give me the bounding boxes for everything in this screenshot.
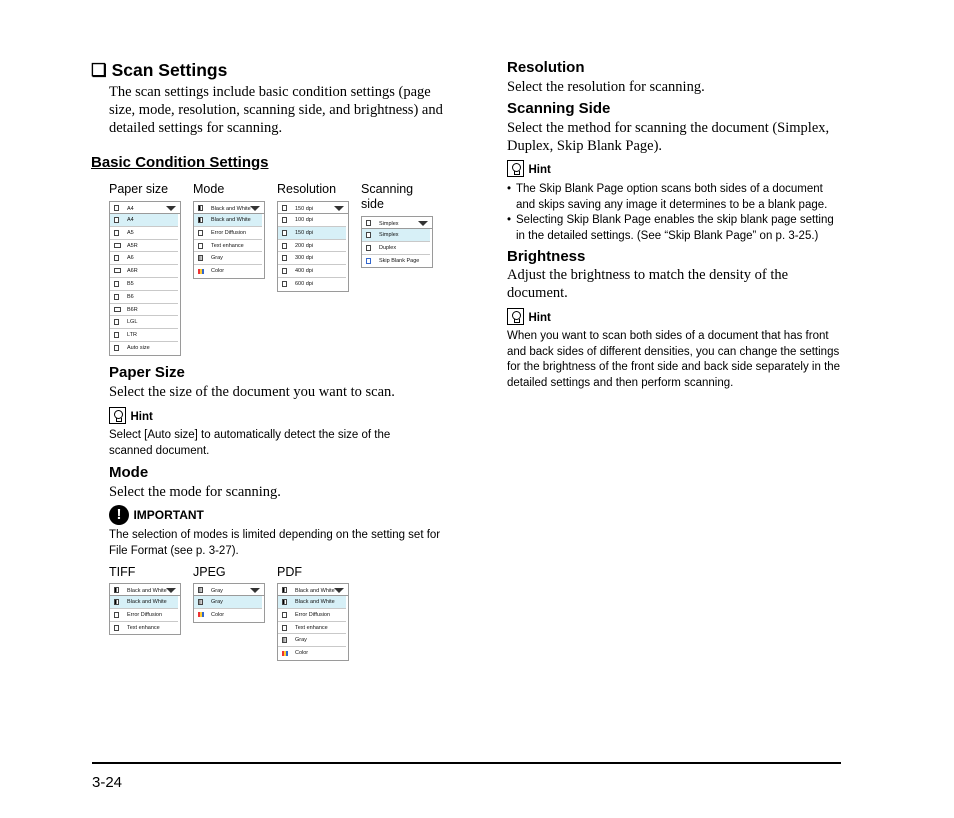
option-black-and-white[interactable]: Black and White — [110, 596, 178, 609]
scanning-side-hint — [507, 160, 551, 178]
option-a4[interactable]: A4 — [110, 214, 178, 227]
resolution-text: Select the resolution for scanning. — [507, 79, 705, 95]
tiff-mode-select[interactable]: Black and White — [109, 583, 181, 596]
caption-pdf: PDF — [277, 565, 302, 579]
lightbulb-icon — [507, 308, 524, 325]
page-icon — [114, 205, 119, 211]
text-enhance-icon — [114, 625, 119, 631]
scanning-side-heading: Scanning Side — [507, 100, 611, 117]
mode-list — [193, 214, 265, 279]
dpi-icon — [282, 243, 287, 249]
page-icon — [114, 255, 119, 261]
black-white-icon — [282, 599, 287, 605]
caption-mode: Mode — [193, 182, 225, 196]
mode-text: Select the mode for scanning. — [109, 484, 281, 500]
option-300-dpi[interactable]: 300 dpi — [278, 252, 346, 265]
important-label: IMPORTANT — [133, 508, 204, 523]
option-400-dpi[interactable]: 400 dpi — [278, 265, 346, 278]
color-icon — [198, 612, 204, 617]
resolution-heading: Resolution — [507, 59, 585, 76]
landscape-page-icon — [114, 268, 121, 273]
pdf-mode-dropdown[interactable] — [277, 583, 349, 661]
gray-icon — [198, 587, 203, 593]
pdf-mode-list — [277, 596, 349, 661]
hint-label: Hint — [528, 164, 551, 176]
dpi-icon — [282, 281, 287, 287]
error-diffusion-icon — [198, 230, 203, 236]
page-icon — [114, 294, 119, 300]
mode-dropdown[interactable] — [193, 201, 265, 279]
dropdown-arrow-icon[interactable] — [418, 221, 428, 226]
tiff-mode-dropdown[interactable] — [109, 583, 181, 635]
option-100-dpi[interactable]: 100 dpi — [278, 214, 346, 227]
dropdown-arrow-icon[interactable] — [250, 206, 260, 211]
option-a5[interactable]: A5 — [110, 227, 178, 240]
page-number: 3-24 — [92, 774, 123, 791]
paper-size-heading: Paper Size — [109, 364, 185, 381]
option-b5[interactable]: B5 — [110, 278, 178, 291]
skip-blank-page-icon — [366, 258, 371, 264]
checkbox-icon: ❏ — [91, 60, 107, 80]
lightbulb-icon — [109, 407, 126, 424]
dropdown-arrow-icon[interactable] — [334, 206, 344, 211]
option-200-dpi[interactable]: 200 dpi — [278, 240, 346, 253]
option-lgl[interactable]: LGL — [110, 316, 178, 329]
text-enhance-icon — [282, 625, 287, 631]
section-title-text: Scan Settings — [111, 60, 228, 80]
black-white-icon — [198, 205, 203, 211]
paper-size-dropdown[interactable] — [109, 201, 181, 356]
hint-label: Hint — [528, 312, 551, 324]
resolution-dropdown[interactable] — [277, 201, 349, 292]
hint-label: Hint — [130, 411, 153, 423]
black-white-icon — [114, 599, 119, 605]
gray-icon — [198, 599, 203, 605]
footer-rule — [92, 762, 841, 764]
option-black-and-white[interactable]: Black and White — [194, 214, 262, 227]
page-icon — [114, 217, 119, 223]
black-white-icon — [114, 587, 119, 593]
option-b6[interactable]: B6 — [110, 291, 178, 304]
scanning-side-bullets — [507, 182, 843, 244]
duplex-icon — [366, 245, 371, 251]
page-icon — [114, 332, 119, 338]
resolution-list — [277, 214, 349, 292]
dpi-icon — [282, 268, 287, 274]
dropdown-arrow-icon[interactable] — [334, 588, 344, 593]
black-white-icon — [282, 587, 287, 593]
option-gray[interactable]: Gray — [278, 634, 346, 647]
gray-icon — [198, 255, 203, 261]
scanning-side-dropdown[interactable] — [361, 216, 433, 268]
option-600-dpi[interactable]: 600 dpi — [278, 278, 346, 291]
mode-important — [109, 505, 204, 525]
intro-text: The scan settings include basic condition settings (page size, mode, resolution, scanning side, and brightness) and detailed settings for scanning. — [109, 84, 443, 136]
exclamation-icon: ! — [109, 505, 129, 525]
jpeg-mode-dropdown[interactable] — [193, 583, 265, 623]
important-text: The selection of modes is limited depending on the setting set for File Format (see p. 3-27). — [109, 529, 441, 557]
dpi-icon — [282, 217, 287, 223]
bullet-item: • Selecting Skip Blank Page enables the skip blank page setting in the detailed settings. (See “Skip Blank Page” on p. 3-25.) — [507, 213, 843, 244]
jpeg-mode-select[interactable]: Gray — [193, 583, 265, 596]
dropdown-arrow-icon[interactable] — [166, 206, 176, 211]
page-icon — [114, 281, 119, 287]
paper-size-hint — [109, 407, 153, 425]
landscape-page-icon — [114, 307, 121, 312]
option-a5r[interactable]: A5R — [110, 240, 178, 253]
dpi-icon — [282, 205, 287, 211]
landscape-page-icon — [114, 243, 121, 248]
pdf-mode-select[interactable]: Black and White — [277, 583, 349, 596]
option-duplex[interactable]: Duplex — [362, 242, 430, 255]
option-a6[interactable]: A6 — [110, 252, 178, 265]
section-title — [91, 60, 227, 81]
caption-resolution: Resolution — [277, 182, 337, 196]
option-a6r[interactable]: A6R — [110, 265, 178, 278]
brightness-hint — [507, 308, 551, 326]
gray-icon — [282, 637, 287, 643]
tiff-mode-list — [109, 596, 181, 635]
paper-size-list — [109, 214, 181, 356]
option-text-enhance[interactable]: Text enhance — [278, 622, 346, 635]
option-text-enhance[interactable]: Text enhance — [110, 622, 178, 635]
option-error-diffusion[interactable]: Error Diffusion — [278, 609, 346, 622]
option-error-diffusion[interactable]: Error Diffusion — [110, 609, 178, 622]
option-color[interactable]: Color — [278, 647, 346, 660]
option-gray[interactable]: Gray — [194, 596, 262, 609]
dropdown-arrow-icon[interactable] — [250, 588, 260, 593]
basic-heading: Basic Condition Settings — [91, 154, 269, 171]
simplex-icon — [366, 220, 371, 226]
simplex-icon — [366, 232, 371, 238]
caption-jpeg: JPEG — [193, 565, 226, 579]
resolution-select[interactable]: 150 dpi — [277, 201, 349, 214]
option-simplex[interactable]: Simplex — [362, 229, 430, 242]
option-gray[interactable]: Gray — [194, 252, 262, 265]
option-color[interactable]: Color — [194, 265, 262, 278]
caption-scanning-side: Scanning side — [361, 182, 414, 211]
bullet-item: • The Skip Blank Page option scans both sides of a document and skips saving any image it determines to be a blank page. — [507, 182, 843, 213]
page-icon — [114, 345, 119, 351]
brightness-heading: Brightness — [507, 248, 586, 265]
caption-tiff: TIFF — [109, 565, 136, 579]
option-150-dpi[interactable]: 150 dpi — [278, 227, 346, 240]
page-icon — [114, 230, 119, 236]
jpeg-mode-list — [193, 596, 265, 623]
dpi-icon — [282, 230, 287, 236]
brightness-hint-text: When you want to scan both sides of a document that has front and back sides of different densities, you can change the settings for the brightness of the front side and back side separately in the detailed settings and then perform scanning. — [507, 330, 841, 389]
error-diffusion-icon — [114, 612, 119, 618]
lightbulb-icon — [507, 160, 524, 177]
caption-paper-size: Paper size — [109, 182, 169, 196]
option-black-and-white[interactable]: Black and White — [278, 596, 346, 609]
page-icon — [114, 319, 119, 325]
scanning-side-list — [361, 229, 433, 268]
error-diffusion-icon — [282, 612, 287, 618]
paper-size-select[interactable]: A4 — [109, 201, 181, 214]
dpi-icon — [282, 255, 287, 261]
paper-size-hint-text: Select [Auto size] to automatically detect the size of the scanned document. — [109, 429, 391, 457]
color-icon — [198, 269, 204, 274]
color-icon — [282, 651, 288, 656]
option-b6r[interactable]: B6R — [110, 304, 178, 317]
black-white-icon — [198, 217, 203, 223]
dropdown-arrow-icon[interactable] — [166, 588, 176, 593]
scanning-side-select[interactable]: Simplex — [361, 216, 433, 229]
option-skip-blank-page[interactable]: Skip Blank Page — [362, 255, 430, 268]
mode-select[interactable]: Black and White — [193, 201, 265, 214]
option-color[interactable]: Color — [194, 609, 262, 622]
option-error-diffusion[interactable]: Error Diffusion — [194, 227, 262, 240]
mode-heading: Mode — [109, 464, 149, 481]
option-auto-size[interactable]: Auto size — [110, 342, 178, 355]
text-enhance-icon — [198, 243, 203, 249]
option-text-enhance[interactable]: Text enhance — [194, 240, 262, 253]
brightness-text: Adjust the brightness to match the density of the document. — [507, 267, 789, 301]
paper-size-text: Select the size of the document you want to scan. — [109, 384, 395, 400]
scanning-side-text: Select the method for scanning the document (Simplex, Duplex, Skip Blank Page). — [507, 120, 830, 154]
option-ltr[interactable]: LTR — [110, 329, 178, 342]
